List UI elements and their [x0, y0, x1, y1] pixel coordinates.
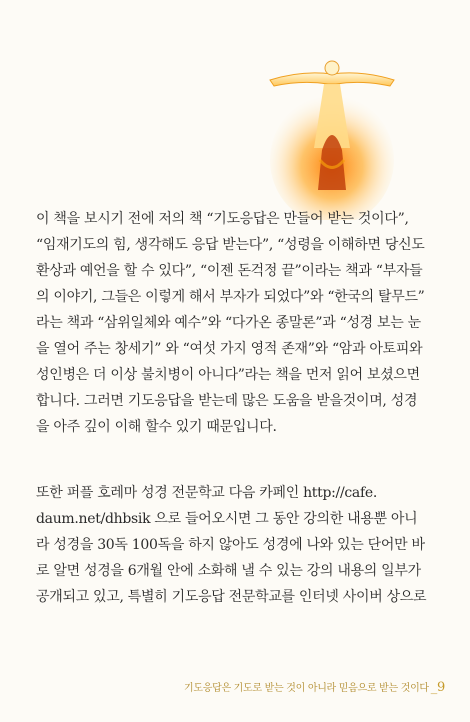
page-footer [184, 679, 445, 695]
page-number: _9 [430, 680, 445, 695]
body-paragraph-2 [36, 480, 436, 610]
running-title: 기도응답은 기도로 받는 것이 아니라 믿음으로 받는 것이다 [184, 683, 429, 694]
paragraph-line: 성인병은 더 이상 불치병이 아니다”라는 책을 먼저 읽어 보셨으면 [36, 367, 420, 383]
paragraph-line: 또한 퍼플 호레마 성경 전문학교 다음 카페인 http://cafe. [36, 485, 377, 501]
paragraph-line: 합니다. 그러면 기도응답을 받는데 많은 도움을 받을것이며, 성경 [36, 393, 418, 409]
paragraph-line: 이 책을 보시기 전에 저의 책 “기도응답은 만들어 받는 것이다”, [36, 211, 409, 227]
paragraph-line: 라 성경을 30독 100독을 하지 않아도 성경에 나와 있는 단어만 바 [36, 537, 425, 553]
figure-glow-graphic [262, 40, 402, 220]
paragraph-line: 을 아주 깊이 이해 할수 있기 때문입니다. [36, 419, 277, 435]
paragraph-line: 의 이야기, 그들은 이렇게 해서 부자가 되었다”와 “한국의 탈무드” [36, 289, 425, 305]
praying-figure-illustration [262, 40, 402, 220]
paragraph-line: daum.net/dhbsik 으로 들어오시면 그 동안 강의한 내용뿐 아니 [36, 511, 418, 527]
paragraph-line: 로 알면 성경을 6개월 안에 소화해 낼 수 있는 강의 내용의 일부가 [36, 563, 421, 579]
body-paragraph-1 [36, 206, 436, 440]
paragraph-line: 공개되고 있고, 특별히 기도응답 전문학교를 인터넷 사이버 상으로 [36, 589, 427, 605]
paragraph-line: 을 열어 주는 창세기” 와 “여섯 가지 영적 존재”와 “암과 아토피와 [36, 341, 423, 357]
paragraph-line: 라는 책과 “삼위일체와 예수”와 “다가온 종말론”과 “성경 보는 눈 [36, 315, 421, 331]
paragraph-line: “임재기도의 힘, 생각해도 응답 받는다”, “성령을 이해하면 당신도 [36, 237, 425, 253]
paragraph-line: 환상과 예언을 할 수 있다”, “이젠 돈걱정 끝”이라는 책과 “부자들 [36, 263, 423, 279]
